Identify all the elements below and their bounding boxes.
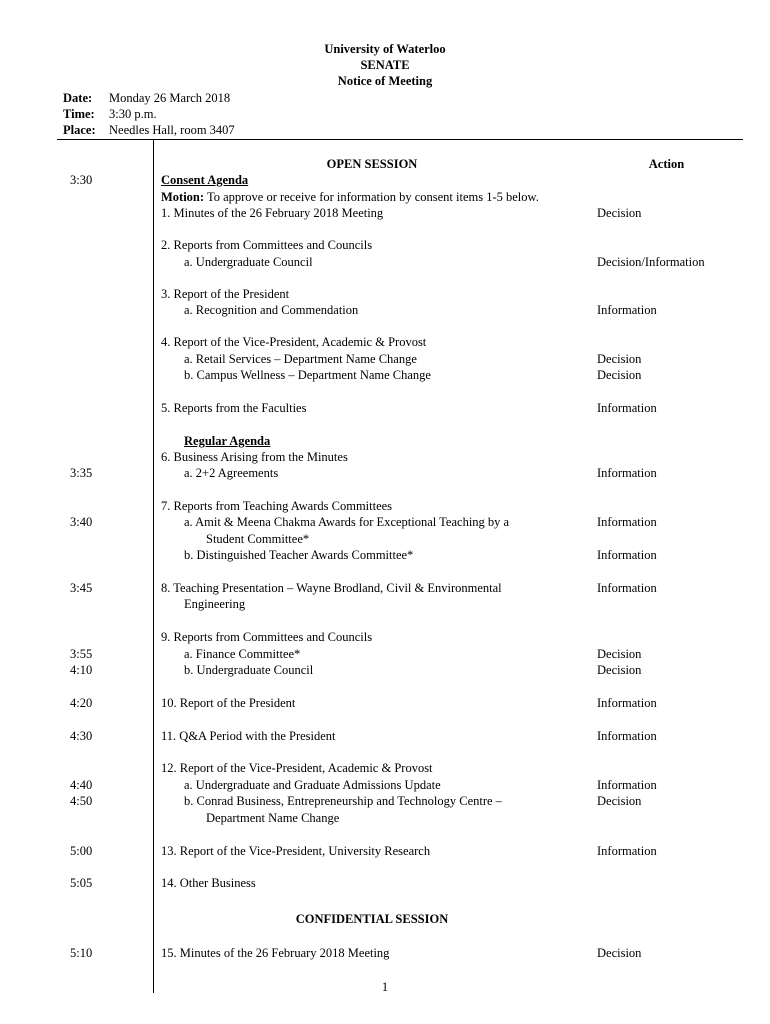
agenda-subitem: b. Undergraduate Council <box>184 663 314 677</box>
agenda-time: 5:00 <box>70 844 93 858</box>
agenda-item: 12. Report of the Vice-President, Academic & Provost <box>161 761 433 775</box>
agenda-action: Information <box>597 515 657 529</box>
agenda-action: Information <box>597 778 657 792</box>
time-label: Time: <box>63 107 95 121</box>
agenda-time: 4:20 <box>70 696 93 710</box>
agenda-item: 7. Reports from Teaching Awards Committees <box>161 499 393 513</box>
agenda-time: 4:40 <box>70 778 93 792</box>
agenda-subitem: b. Campus Wellness – Department Name Change <box>184 368 431 382</box>
agenda-time: 5:10 <box>70 946 93 960</box>
agenda-item: 6. Business Arising from the Minutes <box>161 450 348 464</box>
agenda-subitem: a. Amit & Meena Chakma Awards for Exceptional Teaching by a <box>184 515 510 529</box>
agenda-time: 4:30 <box>70 729 93 743</box>
agenda-action: Decision <box>597 946 642 960</box>
date-value: Monday 26 March 2018 <box>109 91 231 105</box>
agenda-action: Information <box>597 401 657 415</box>
agenda-item: 3. Report of the President <box>161 287 290 301</box>
page-number: 1 <box>381 980 389 994</box>
agenda-item: 13. Report of the Vice-President, University Research <box>161 844 431 858</box>
agenda-time: 3:30 <box>70 173 93 187</box>
meeting-place <box>63 123 235 138</box>
consent-motion <box>161 189 539 205</box>
action-column-heading: Action <box>648 157 685 171</box>
agenda-action: Information <box>597 548 657 562</box>
date-label: Date: <box>63 91 93 105</box>
agenda-item: 14. Other Business <box>161 876 256 890</box>
place-label: Place: <box>63 123 96 137</box>
agenda-item: 5. Reports from the Faculties <box>161 401 307 415</box>
meeting-time <box>63 107 157 122</box>
agenda-item: 15. Minutes of the 26 February 2018 Meeting <box>161 946 390 960</box>
agenda-subitem: a. 2+2 Agreements <box>184 466 279 480</box>
agenda-subitem: a. Finance Committee* <box>184 647 301 661</box>
agenda-action: Information <box>597 844 657 858</box>
agenda-time: 4:50 <box>70 794 93 808</box>
agenda-subitem: a. Undergraduate Council <box>184 255 313 269</box>
agenda-action: Decision <box>597 663 642 677</box>
senate-title: SENATE <box>360 58 410 72</box>
agenda-time: 3:40 <box>70 515 93 529</box>
confidential-session-heading: CONFIDENTIAL SESSION <box>295 912 449 926</box>
university-title: University of Waterloo <box>324 42 446 56</box>
agenda-time: 3:35 <box>70 466 93 480</box>
agenda-subitem: b. Distinguished Teacher Awards Committee* <box>184 548 414 562</box>
agenda-subitem: b. Conrad Business, Entrepreneurship and Technology Centre – <box>184 794 502 808</box>
notice-title: Notice of Meeting <box>337 74 433 88</box>
motion-label: Motion: <box>161 190 205 204</box>
agenda-action: Information <box>597 466 657 480</box>
agenda-subitem: a. Undergraduate and Graduate Admissions Update <box>184 778 441 792</box>
meeting-date <box>63 91 230 106</box>
agenda-action: Decision <box>597 368 642 382</box>
agenda-item: 8. Teaching Presentation – Wayne Brodland, Civil & Environmental <box>161 581 502 595</box>
agenda-subitem-continued: Department Name Change <box>206 811 340 825</box>
open-session-heading: OPEN SESSION <box>326 157 418 171</box>
agenda-time: 4:10 <box>70 663 93 677</box>
agenda-action: Decision <box>597 647 642 661</box>
time-column-divider <box>153 139 154 993</box>
agenda-time: 5:05 <box>70 876 93 890</box>
time-value: 3:30 p.m. <box>109 107 157 121</box>
agenda-subitem: a. Recognition and Commendation <box>184 303 359 317</box>
agenda-action: Information <box>597 303 657 317</box>
agenda-action: Information <box>597 581 657 595</box>
consent-agenda-heading: Consent Agenda <box>161 173 249 187</box>
agenda-action: Decision <box>597 794 642 808</box>
agenda-item-continued: Engineering <box>184 597 246 611</box>
agenda-action: Information <box>597 696 657 710</box>
agenda-subitem-continued: Student Committee* <box>206 532 310 546</box>
agenda-item: 10. Report of the President <box>161 696 296 710</box>
agenda-item: 9. Reports from Committees and Councils <box>161 630 373 644</box>
agenda-action: Decision <box>597 352 642 366</box>
agenda-item: 1. Minutes of the 26 February 2018 Meeting <box>161 206 384 220</box>
agenda-item: 11. Q&A Period with the President <box>161 729 336 743</box>
place-value: Needles Hall, room 3407 <box>109 123 235 137</box>
agenda-item: 2. Reports from Committees and Councils <box>161 238 373 252</box>
regular-agenda-heading: Regular Agenda <box>184 434 271 448</box>
agenda-time: 3:45 <box>70 581 93 595</box>
agenda-item: 4. Report of the Vice-President, Academic & Provost <box>161 335 427 349</box>
agenda-subitem: a. Retail Services – Department Name Change <box>184 352 417 366</box>
table-top-rule <box>57 139 743 140</box>
agenda-action: Decision <box>597 206 642 220</box>
motion-text: To approve or receive for information by consent items 1-5 below. <box>204 190 539 204</box>
agenda-action: Information <box>597 729 657 743</box>
agenda-time: 3:55 <box>70 647 93 661</box>
agenda-action: Decision/Information <box>597 255 705 269</box>
